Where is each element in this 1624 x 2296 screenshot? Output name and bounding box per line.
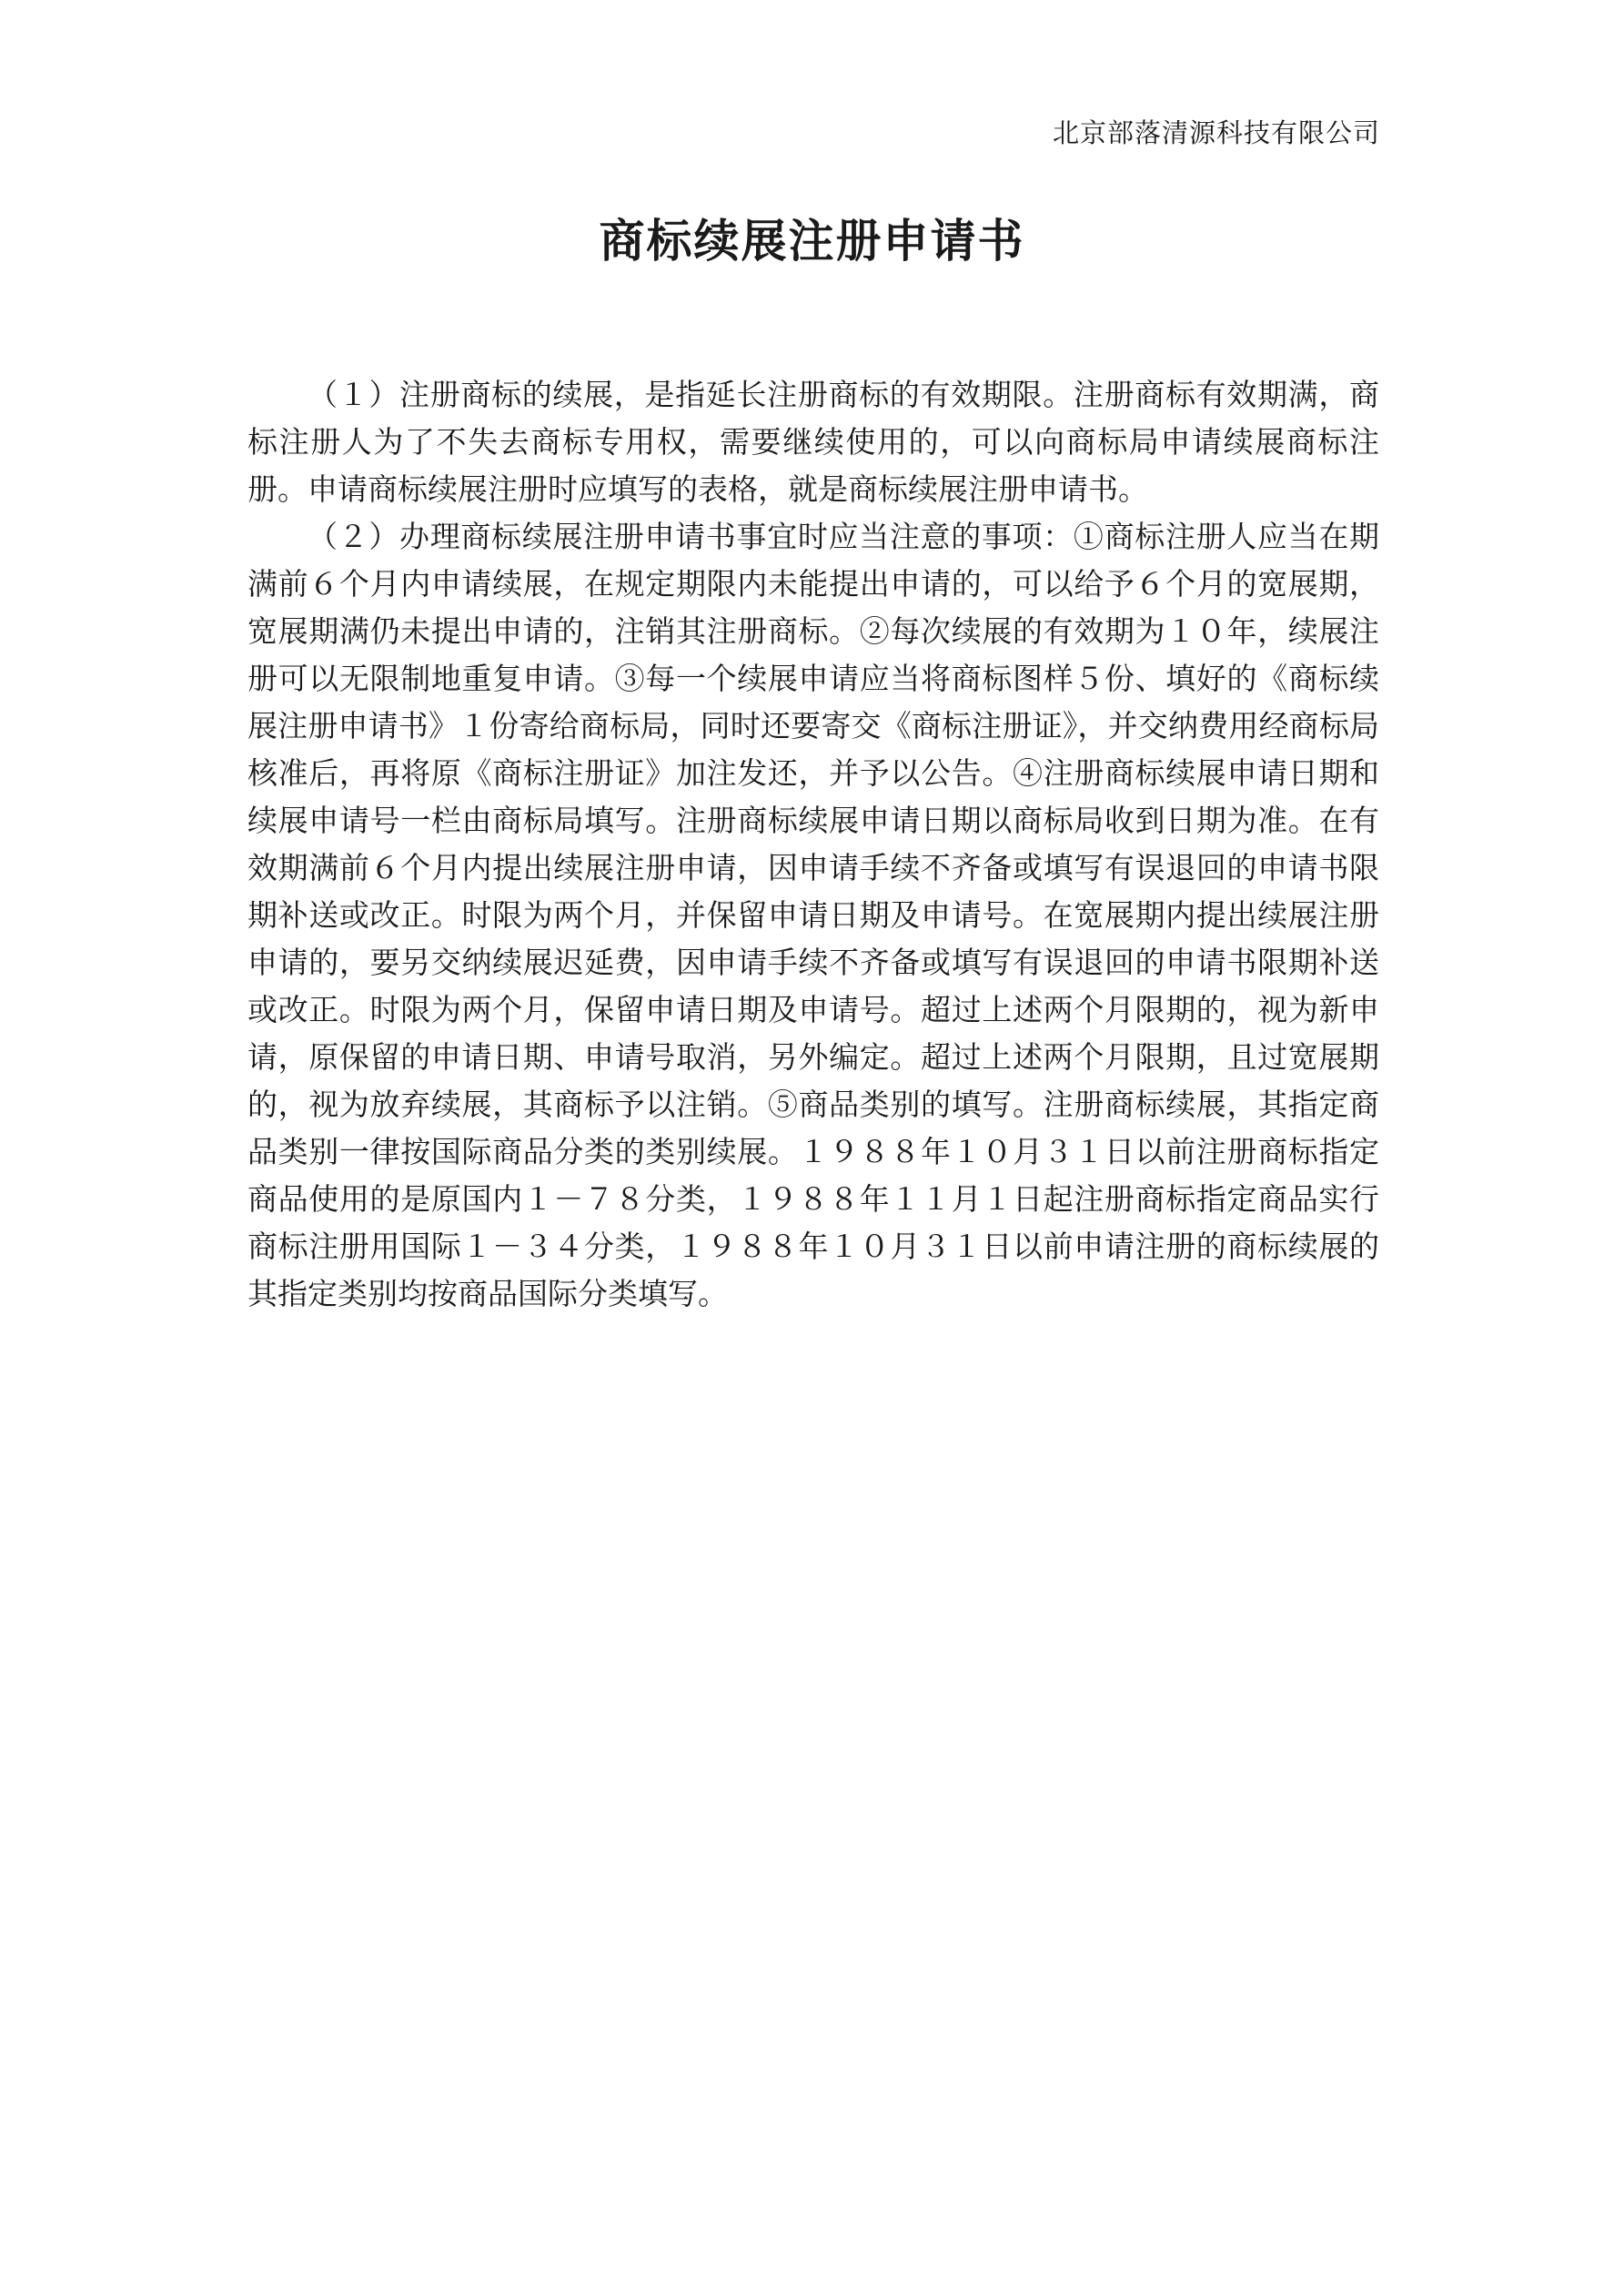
document-title: 商标续展注册申请书 (599, 215, 1025, 268)
document-body (247, 371, 1379, 1318)
company-name: 北京部落清源科技有限公司 (1052, 117, 1380, 148)
paragraph-1: （１）注册商标的续展，是指延长注册商标的有效期限。注册商标有效期满，商标注册人为了不失去商标专用权，需要继续使用的，可以向商标局申请续展商标注册。申请商标续展注册时应填写的表格，就是商标续展注册申请书。 (247, 377, 1379, 507)
paragraph-2: （２）办理商标续展注册申请书事宜时应当注意的事项：①商标注册人应当在期满前６个月内申请续展，在规定期限内未能提出申请的，可以给予６个月的宽展期，宽展期满仍未提出申请的，注销其注册商标。②每次续展的有效期为１０年，续展注册可以无限制地重复申请。③每一个续展申请应当将商标图样５份、填好的《商标续展注册申请书》１份寄给商标局，同时还要寄交《商标注册证》，并交纳费用经商标局核准后，再将原《商标注册证》加注发还，并予以公告。④注册商标续展申请日期和续展申请号一栏由商标局填写。注册商标续展申请日期以商标局收到日期为准。在有效期满前６个月内提出续展注册申请，因申请手续不齐备或填写有误退回的申请书限期补送或改正。时限为两个月，并保留申请日期及申请号。在宽展期内提出续展注册申请的，要另交纳续展迟延费，因申请手续不齐备或填写有误退回的申请书限期补送或改正。时限为两个月，保留申请日期及申请号。超过上述两个月限期的，视为新申请，原保留的申请日期、申请号取消，另外编定。超过上述两个月限期，且过宽展期的，视为放弃续展，其商标予以注销。⑤商品类别的填写。注册商标续展，其指定商品类别一律按国际商品分类的类别续展。１９８８年１０月３１日以前注册商标指定商品使用的是原国内１－７８分类，１９８８年１１月１日起注册商标指定商品实行商标注册用国际１－３４分类，１９８８年１０月３１日以前申请注册的商标续展的其指定类别均按商品国际分类填写。 (247, 519, 1379, 1311)
